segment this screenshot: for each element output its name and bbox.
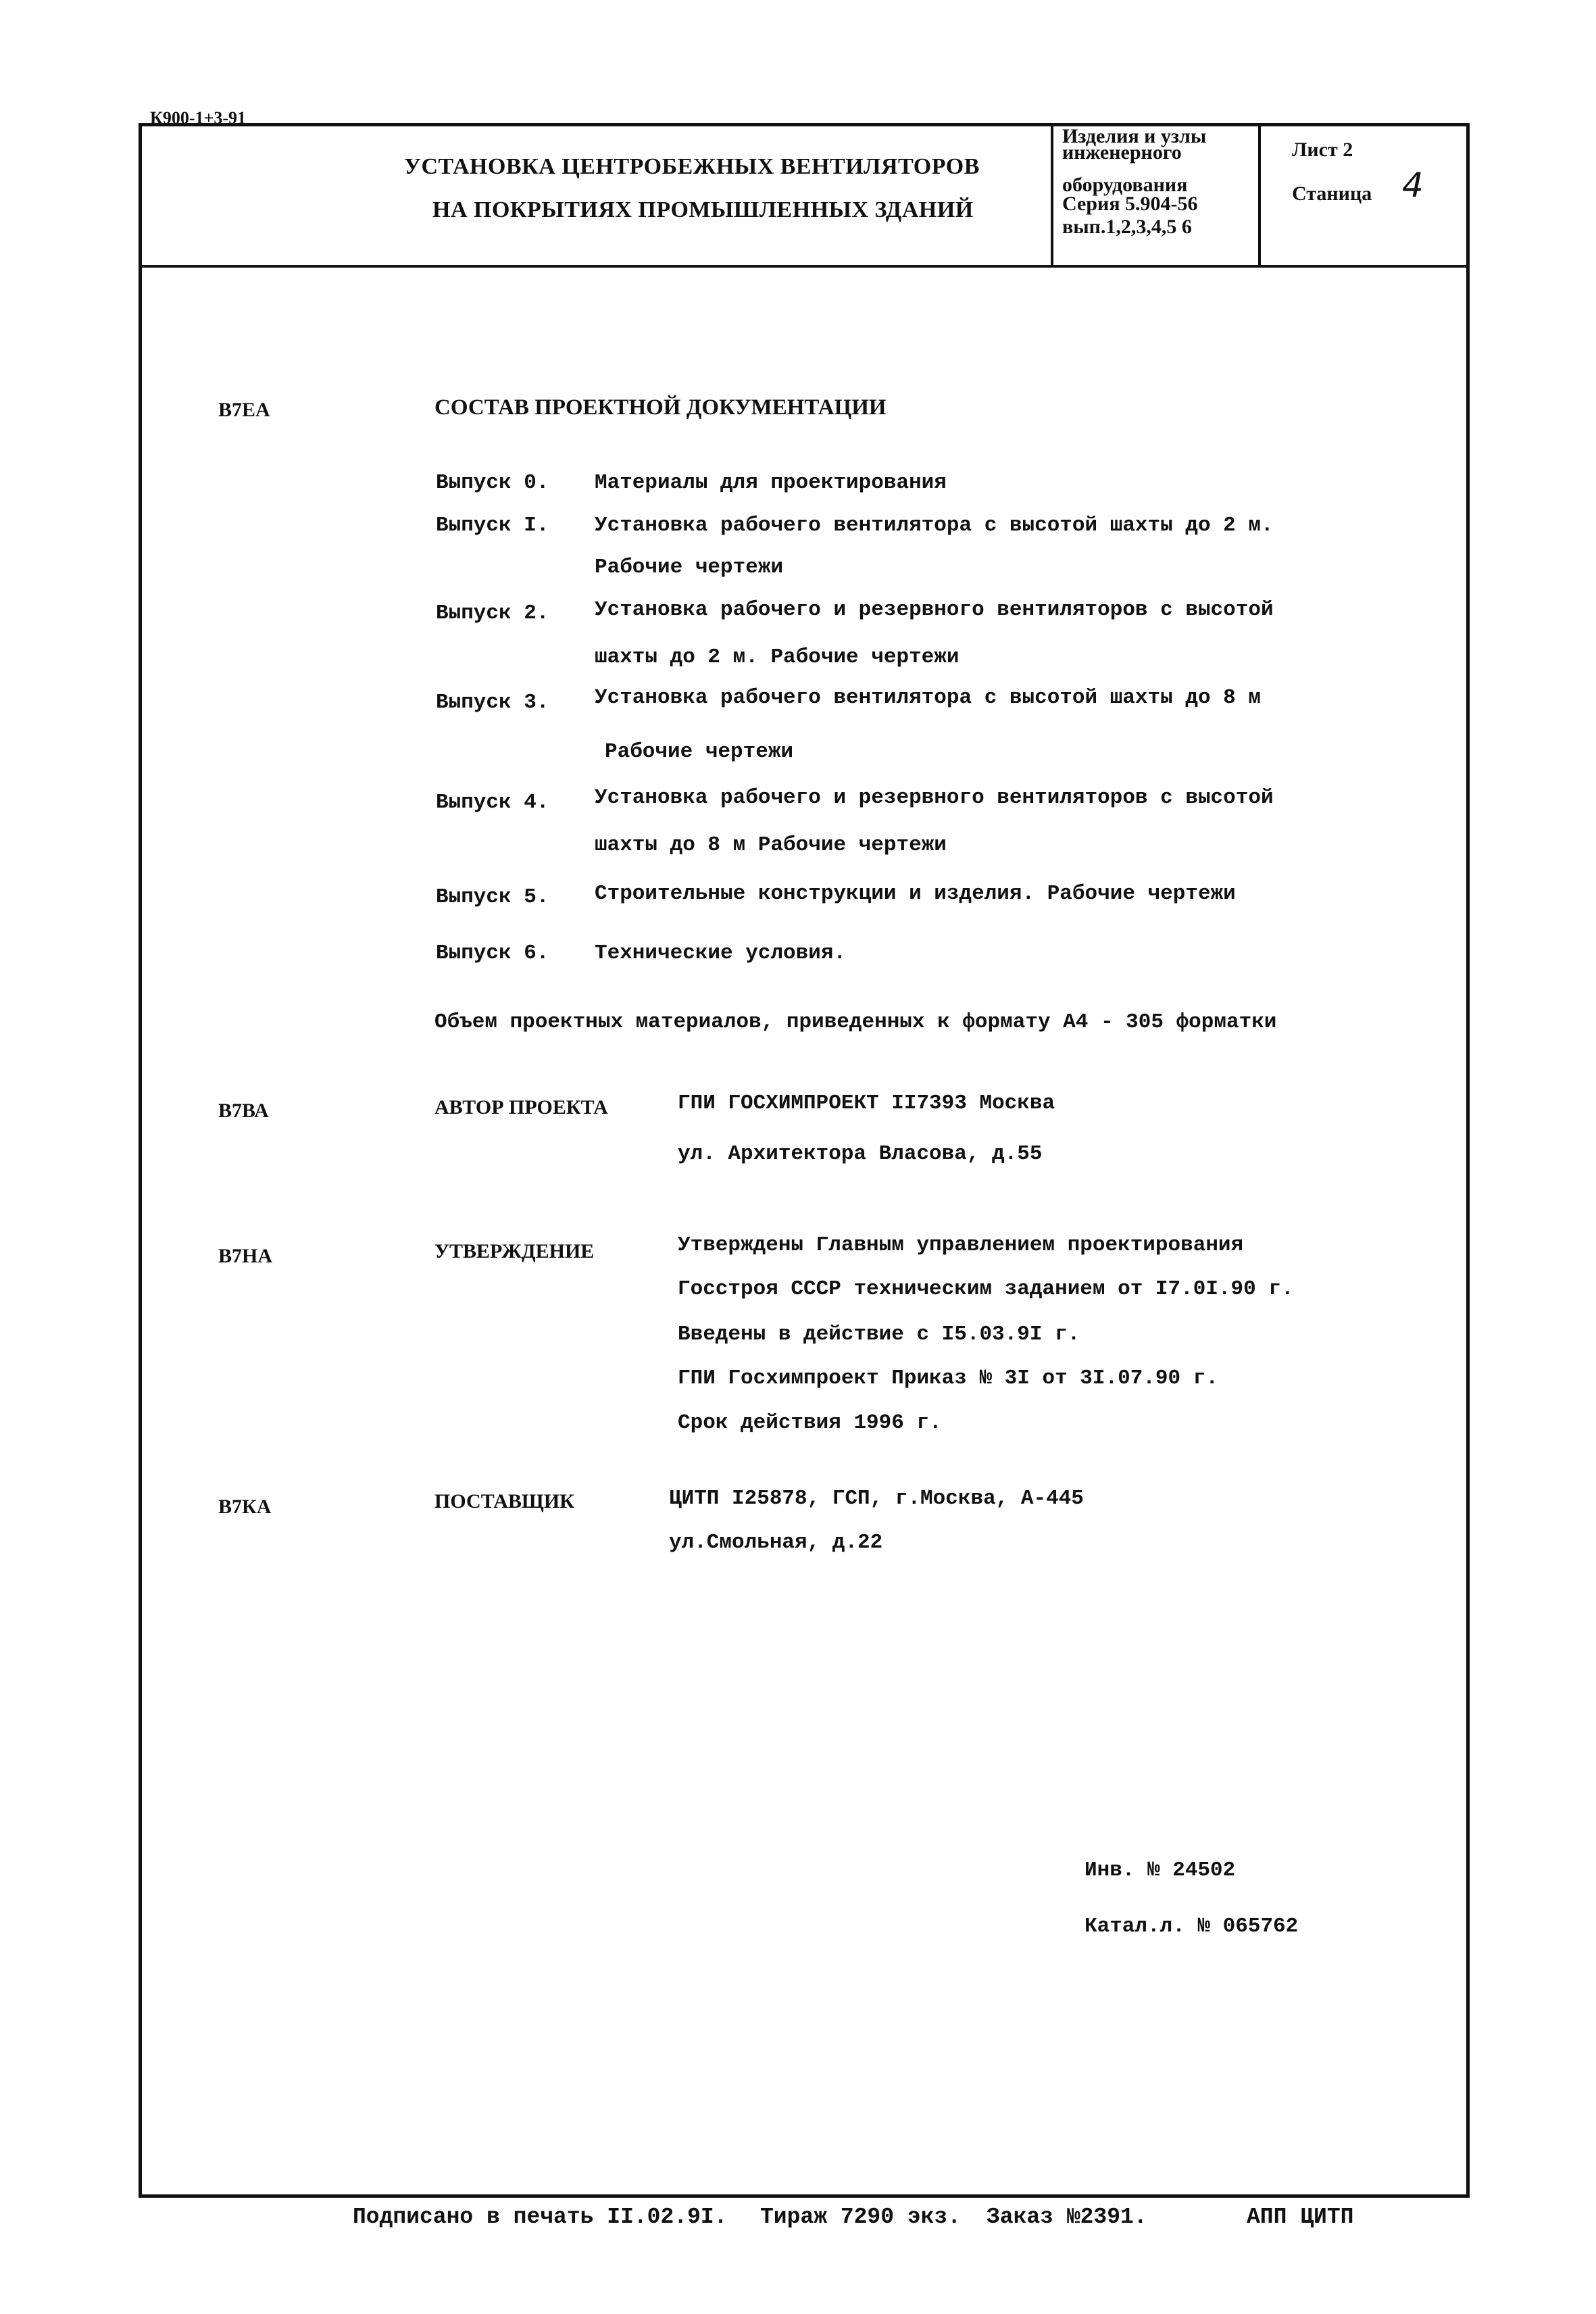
issue-label: Выпуск 5. <box>436 885 549 909</box>
issue-text: шахты до 2 м. Рабочие чертежи <box>595 645 959 669</box>
issue-text: Установка рабочего и резервного вентиляторов с высотой <box>595 598 1274 622</box>
issue-text: шахты до 8 м Рабочие чертежи <box>595 833 947 857</box>
inventory-number: Инв. № 24502 <box>1084 1858 1236 1882</box>
series-line: оборудования <box>1062 174 1188 196</box>
series-line: Серия 5.904-56 <box>1062 193 1198 215</box>
section-code: В7НА <box>218 1245 273 1267</box>
section-label: УТВЕРЖДЕНИЕ <box>434 1240 595 1262</box>
page-label: Станица <box>1292 182 1372 205</box>
section-line: ул. Архитектора Власова, д.55 <box>678 1142 1043 1166</box>
section-line: Срок действия 1996 г. <box>678 1411 942 1435</box>
issue-text: Технические условия. <box>595 941 847 965</box>
header-divider <box>139 265 1470 268</box>
section-line: ГПИ Госхимпроект Приказ № 3I от 3I.07.90 г. <box>678 1367 1218 1390</box>
section-line: Утверждены Главным управлением проектирования <box>678 1233 1244 1257</box>
section-code: В7ЕА <box>218 399 270 421</box>
issue-label: Выпуск 4. <box>436 791 549 814</box>
issue-text: Рабочие чертежи <box>605 740 794 764</box>
header-title-line2: НА ПОКРЫТИЯХ ПРОМЫШЛЕННЫХ ЗДАНИЙ <box>432 197 974 222</box>
issue-label: Выпуск 6. <box>436 941 549 965</box>
section-line: ЦИТП I25878, ГСП, г.Москва, А-445 <box>669 1487 1084 1510</box>
section-label: АВТОР ПРОЕКТА <box>434 1096 608 1118</box>
issue-text: Рабочие чертежи <box>595 556 784 579</box>
section-line: Введены в действие с I5.03.9I г. <box>678 1323 1080 1346</box>
catalog-number: Катал.л. № 065762 <box>1084 1915 1299 1938</box>
header-title-line1: УСТАНОВКА ЦЕНТРОБЕЖНЫХ ВЕНТИЛЯТОРОВ <box>404 154 980 179</box>
page-number-handwritten: 4 <box>1402 166 1424 205</box>
issue-label: Выпуск I. <box>436 514 549 537</box>
issue-text: Строительные конструкции и изделия. Рабочие чертежи <box>595 882 1236 906</box>
issue-text: Установка рабочего вентилятора с высотой шахты до 2 м. <box>595 514 1274 537</box>
document-code: К900-1+3-91 <box>150 108 246 128</box>
series-line: Изделия и узлы <box>1062 125 1207 147</box>
section-label: ПОСТАВЩИК <box>434 1490 574 1512</box>
footer-signed: Подписано в печать II.02.9I. <box>353 2205 728 2230</box>
series-line: вып.1,2,3,4,5 6 <box>1062 216 1192 238</box>
section-code: В7ВА <box>218 1100 269 1122</box>
section-line: Госстроя СССР техническим заданием от I7.0I.90 г. <box>678 1277 1294 1301</box>
issue-text: Материалы для проектирования <box>595 471 947 495</box>
issue-label: Выпуск 2. <box>436 601 549 625</box>
issue-text: Установка рабочего и резервного вентиляторов с высотой <box>595 786 1274 810</box>
header-divider-right <box>1258 123 1261 266</box>
sheet-label: Лист 2 <box>1292 139 1353 161</box>
section-line: ГПИ ГОСХИМПРОЕКТ II7393 Москва <box>678 1091 1055 1115</box>
issue-label: Выпуск 0. <box>436 471 549 495</box>
series-line: инженерного <box>1062 141 1182 164</box>
volume-note: Объем проектных материалов, приведенных к формату А4 - 305 форматки <box>434 1010 1277 1034</box>
footer-print-run: Тираж 7290 экз. <box>760 2205 962 2230</box>
footer-publisher: АПП ЦИТП <box>1247 2205 1354 2230</box>
issue-label: Выпуск 3. <box>436 691 549 714</box>
section-heading: СОСТАВ ПРОЕКТНОЙ ДОКУМЕНТАЦИИ <box>434 395 887 420</box>
section-code: В7КА <box>218 1496 272 1518</box>
header-divider-left <box>1051 123 1053 266</box>
issue-text: Установка рабочего вентилятора с высотой шахты до 8 м <box>595 686 1261 710</box>
section-line: ул.Смольная, д.22 <box>669 1531 883 1554</box>
footer-order: Заказ №2391. <box>987 2205 1147 2230</box>
